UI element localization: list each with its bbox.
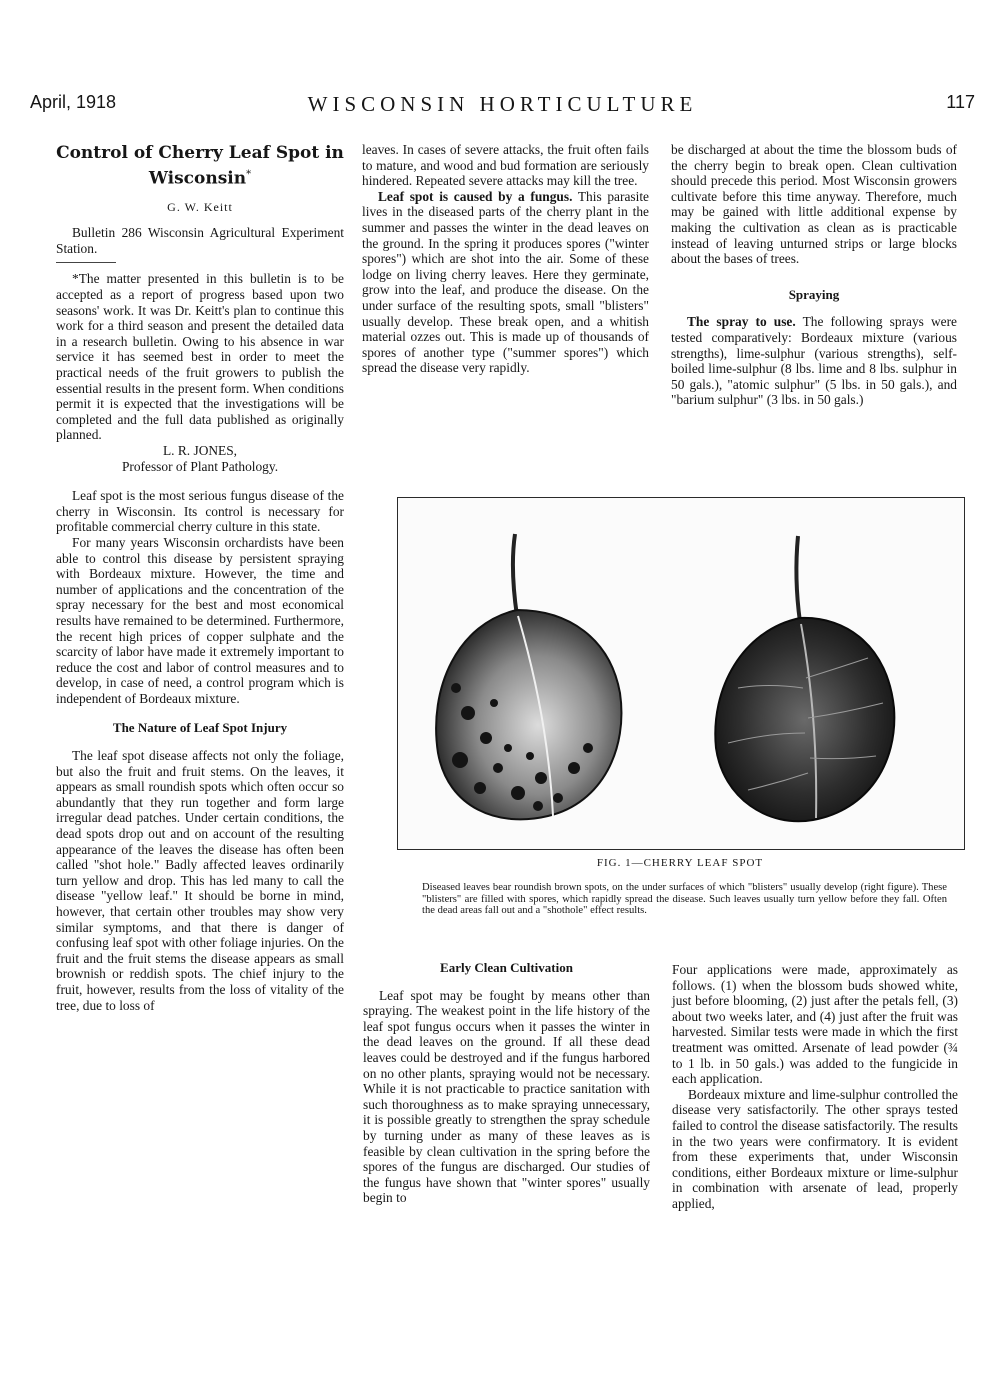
column-2-top <box>362 142 649 376</box>
column-3-top <box>671 142 957 408</box>
footnote-mark: * <box>246 169 252 180</box>
figure-caption: Diseased leaves bear roundish brown spots, on the under surfaces of which "blisters" usually develop (right figure). These "blisters" are filled with spores, which rapidly spread the disease. Such leaves usually turn yellow before they fall. Often the dead areas fall out and a "shothole" effect results. <box>422 882 947 917</box>
column-2-bottom <box>363 960 650 1206</box>
leaf-photograph <box>398 498 964 849</box>
column-1 <box>56 142 344 1013</box>
figure-label: FIG. 1—CHERRY LEAF SPOT <box>596 857 764 869</box>
section-heading-nature: The Nature of Leaf Spot Injury <box>112 720 288 736</box>
spray-paragraph <box>671 314 957 408</box>
column-3-bottom <box>672 962 958 1212</box>
journal-title: WISCONSIN HORTICULTURE <box>307 92 698 116</box>
fungus-paragraph <box>362 189 649 376</box>
intro-paragraph: Leaf spot is the most serious fungus disease of the cherry in Wisconsin. Its control is necessary for profitable commercial cherry culture in this state. <box>56 488 344 535</box>
nature-paragraph: The leaf spot disease affects not only the foliage, but also the fruit and fruit stems. On the leaves, it appears as small roundish spots which often occur so abundantly that they run together and form large irregular dead patches. Under certain conditions, the dead spots drop out and on account of the resulting appearance of the leaves the disease has often been called "shot hole." Badly affected leaves ordinarily turn yellow and drop. This has led many to call the disease "yellow leaf." It should be borne in mind, however, that certain other troubles may show very similar symptoms, and that there is danger of confusing leaf spot with other foliage injuries. On the fruit and the fruit stems the disease appears as small brownish or reddish spots. The chief injury to the fruit, however, results from the loss of vitality of the tree, due to loss of <box>56 748 344 1013</box>
page-number: 117 <box>946 92 975 112</box>
intro-paragraph: For many years Wisconsin orchardists have been able to control this disease by persistent spraying with Bordeaux mixture. However, the time and number of applications and the concentration of the spray necessary for the best and most economical results have remained to be determined. Furthermore, the recent high prices of copper sulphate and the scarcity of labor have made it extremely important to reduce the cost and labor of control measures and to develop, in case of need, a control program which is independent of Bordeaux mixture. <box>56 534 344 706</box>
section-heading-spraying: Spraying <box>788 286 840 302</box>
footnote-signer-title: Professor of Plant Pathology. <box>121 458 279 474</box>
under-surface-leaf <box>715 536 894 821</box>
article-title <box>56 142 344 190</box>
editor-footnote: *The matter presented in this bulletin is to be accepted as a report of progress based upon two seasons' work. It was Dr. Keitt's plan to continue this work for a third season and present the detailed data in a research bulletin. Owing to his absence in war service it has seemed best in order to meet the practical needs of the fruit growers to publish the essential results in the present form. When conditions permit it is expected that the investigations will be completed and the full data published as originally planned. <box>56 271 344 443</box>
section-heading-early-cultivation: Early Clean Cultivation <box>440 960 573 975</box>
spray-paragraph-body: The following sprays were tested comparatively: Bordeaux mixture (various strengths), lime-sulphur (various strengths), self-boiled lime-sulphur (8 lbs. lime and 8 lbs. sulphur in 50 gals.), "atomic sulphur" (5 lbs. in 50 gals.), and "barium sulphur" (3 lbs. in 50 gals.) <box>671 314 957 408</box>
runin-heading: Leaf spot is caused by a fungus. <box>378 188 573 204</box>
body-paragraph: leaves. In cases of severe attacks, the fruit often fails to mature, and wood and bud formation are seriously hindered. Repeated severe attacks may kill the tree. <box>362 142 649 189</box>
source-note: Bulletin 286 Wisconsin Agricultural Experiment Station. <box>56 225 344 256</box>
footnote-divider <box>56 262 116 263</box>
running-header <box>30 92 975 120</box>
body-paragraph: be discharged at about the time the blossom buds of the cherry begin to break open. Clean cultivation should precede this period. Most Wisconsin growers cultivate before this time anyway. Therefore, much may be gained with little additional expense by making the cultivation as clean as is practicable instead of leaving unturned strips or large blocks about the bases of trees. <box>671 142 957 267</box>
early-cultivation-paragraph: Leaf spot may be fought by means other than spraying. The weakest point in the life history of the leaf spot fungus occurs when it passes the winter in the dead leaves on the ground. If all these dead leaves could be destroyed and if the fungus harbored on no other plants, spraying would not be necessary. While it is not practicable to practice sanitation with such thoroughness as to make spraying unnecessary, it is possible greatly to strengthen the spray schedule by turning under as many of these leaves as is feasible by clean cultivation in the spring before the spores of the fungus are discharged. Our studies of the fungus have shown that "winter spores" usually begin to <box>363 987 650 1206</box>
issue-date: April, 1918 <box>30 92 117 112</box>
upper-surface-leaf <box>436 534 621 819</box>
article-title-text: Control of Cherry Leaf Spot in Wisconsin <box>56 143 344 189</box>
runin-heading: The spray to use. <box>687 314 796 330</box>
author-byline: G. W. Keitt <box>167 199 233 214</box>
body-paragraph: Four applications were made, approximately as follows. (1) when the blossom buds showed white, just before blooming, (2) just after the petals fell, (3) about two weeks later, and (4) just after the fruit was harvested. Similar tests were made in which the first treatment was omitted. Arsenate of lead powder (¾ to 1 lb. in 50 gals.) was added to the fungicide in each application. <box>672 962 958 1087</box>
footnote-signer: L. R. JONES, <box>162 442 238 458</box>
body-paragraph: Bordeaux mixture and lime-sulphur controlled the disease very satisfactorily. The other sprays tested failed to control the disease satisfactorily. The results in the two years were confirmatory. It is evident from these experiments that, under Wisconsin conditions, either Bordeaux mixture or lime-sulphur in combination with arsenate of lead, properly applied, <box>672 1086 958 1211</box>
figure-cherry-leaf-spot <box>397 497 965 850</box>
fungus-paragraph-body: This parasite lives in the diseased parts of the cherry plant in the summer and passes the winter in the dead leaves on the ground. In the spring it produces spores ("winter spores") which are shot into the air. Some of these lodge on living cherry leaves. Here they germinate, grow into the leaf, and produce the disease. On the under surface of the resulting spots, small "blisters" usually develop. These break open, and a whitish material ozzes out. This is made up of thousands of spores of another type ("summer spores") which spread the disease very rapidly. <box>362 188 649 376</box>
